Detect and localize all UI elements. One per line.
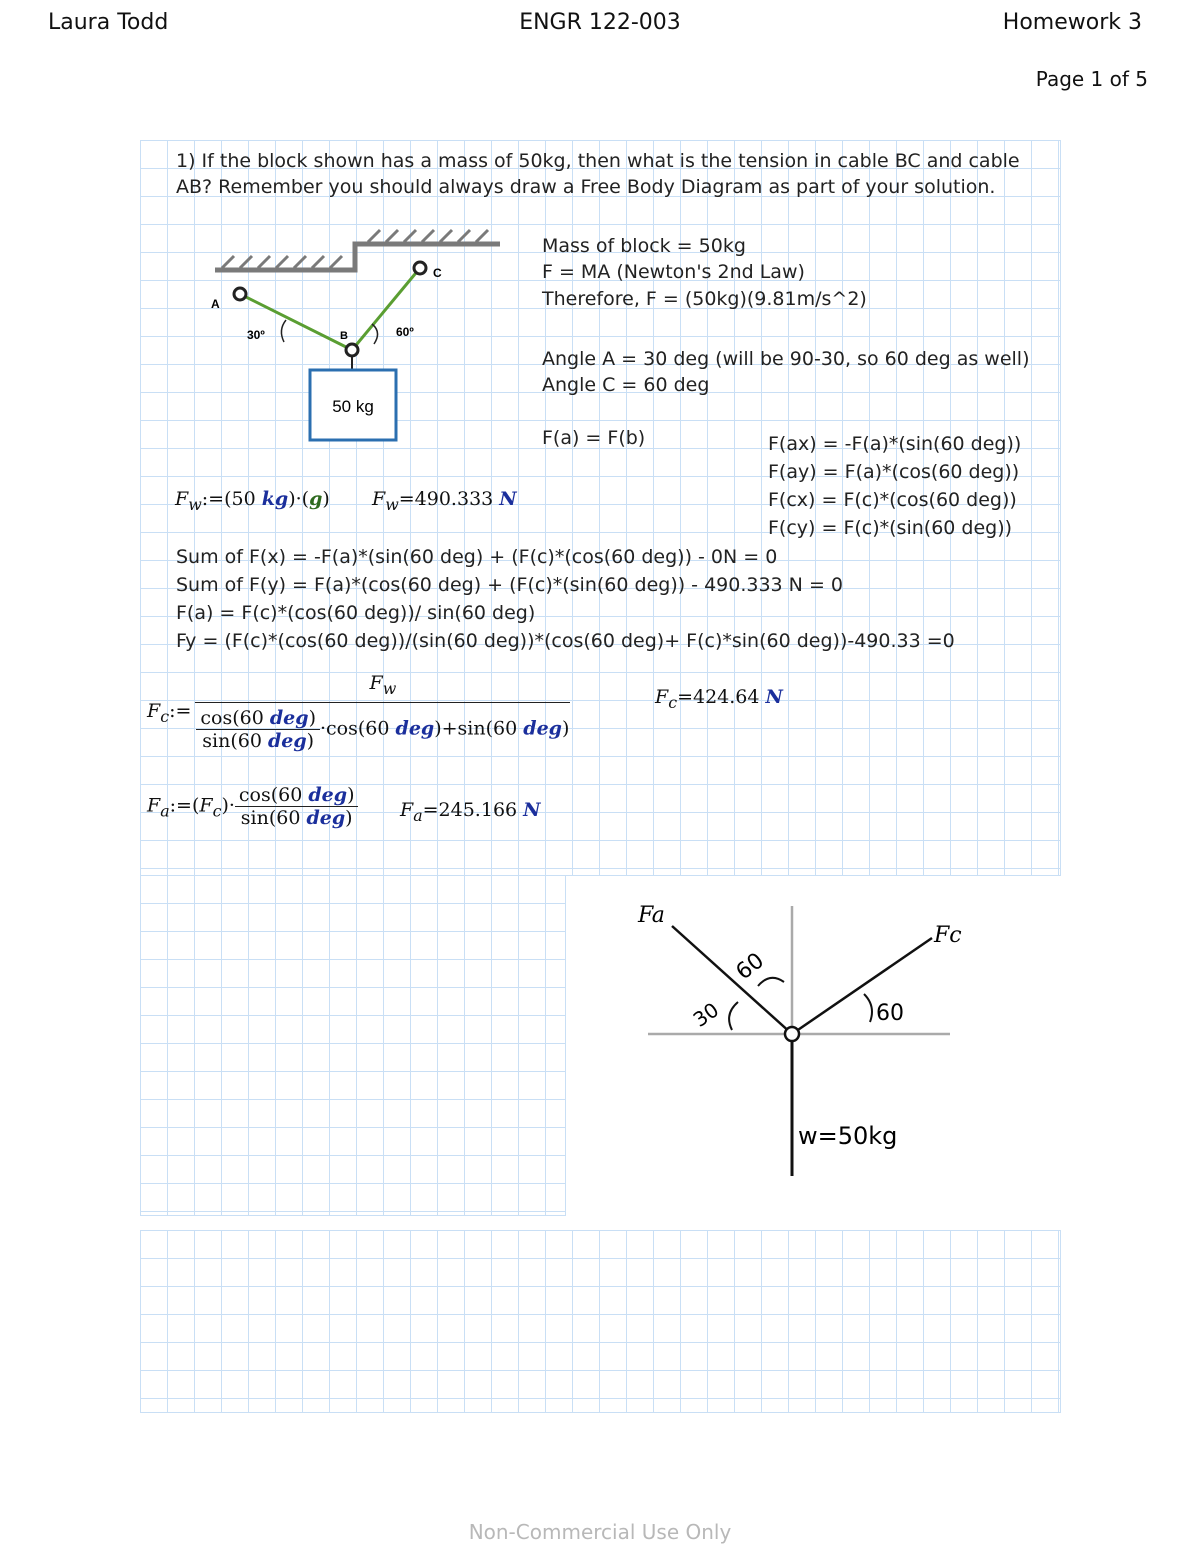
fbd-fc-vector xyxy=(792,938,932,1034)
note-mass: Mass of block = 50kg xyxy=(542,235,746,257)
component-fcy: F(cy) = F(c)*(sin(60 deg)) xyxy=(768,517,1013,539)
fbd-angle-60-right: 60 xyxy=(876,1001,904,1026)
note-newton: F = MA (Newton's 2nd Law) xyxy=(542,261,805,283)
note-angle-a: Angle A = 30 deg (will be 90-30, so 60 deg as well) xyxy=(542,348,1030,370)
fbd-fc-label: Fc xyxy=(934,923,962,948)
problem-line-1: 1) If the block shown has a mass of 50kg, then what is the tension in cable BC and cable xyxy=(176,150,1020,172)
assignment-title: Homework 3 xyxy=(1002,10,1142,35)
label-b: B xyxy=(340,330,348,342)
fc-cot-fraction: $\frac{\text{cos(60 deg)}}{\text{sin(60 deg)}}$ xyxy=(196,707,320,752)
page-number: Page 1 of 5 xyxy=(1035,67,1148,91)
label-a: A xyxy=(211,297,220,311)
block-label: 50 kg xyxy=(332,397,374,416)
label-c: C xyxy=(433,266,442,280)
watermark-footer: Non-Commercial Use Only xyxy=(468,1520,732,1544)
note-therefore: Therefore, F = (50kg)(9.81m/s^2) xyxy=(542,288,867,310)
problem-line-2: AB? Remember you should always draw a Free Body Diagram as part of your solution. xyxy=(176,176,996,198)
fbd-angle-60-top: 60 xyxy=(731,948,769,986)
fbd-weight-label: w=50kg xyxy=(798,1122,898,1150)
angle-a-label: 30º xyxy=(247,328,265,342)
fw-result: $F_w=490.333$ N xyxy=(372,488,517,514)
grid-paper-lower xyxy=(140,1230,1061,1413)
free-body-diagram xyxy=(620,890,1000,1190)
equation-fy: Fy = (F(c)*(cos(60 deg))/(sin(60 deg))*(cos(60 deg)+ F(c)*sin(60 deg))-490.33 =0 xyxy=(176,630,955,652)
equation-fa: F(a) = F(c)*(cos(60 deg))/ sin(60 deg) xyxy=(176,602,536,624)
ceiling-hatching xyxy=(215,230,500,270)
fbd-angle-30: 30 xyxy=(688,997,724,1032)
fbd-fa-vector xyxy=(672,926,792,1034)
note-angle-c: Angle C = 60 deg xyxy=(542,374,710,396)
pin-b xyxy=(346,344,358,356)
component-fax: F(ax) = -F(a)*(sin(60 deg)) xyxy=(768,433,1022,455)
equation-sum-fy: Sum of F(y) = F(a)*(cos(60 deg) + (F(c)*(sin(60 deg)) - 490.333 N = 0 xyxy=(176,574,843,596)
equation-sum-fx: Sum of F(x) = -F(a)*(sin(60 deg) + (F(c)*(cos(60 deg)) - 0N = 0 xyxy=(176,546,778,568)
pin-c xyxy=(414,262,426,274)
fbd-fa-label: Fa xyxy=(638,903,665,928)
note-fa-fb: F(a) = F(b) xyxy=(542,427,646,449)
pin-a xyxy=(234,288,246,300)
fc-result: $F_c=424.64$ N xyxy=(655,686,783,712)
fw-definition: $F_w:=(50$ kg)·(g) xyxy=(175,488,330,514)
fc-definition: $F_c:=$ $F_w$ $\frac{\text{cos(60 deg)}}{\text{sin(60 deg)}}$ ·cos(60 deg)+sin(60 deg) xyxy=(147,672,570,752)
grid-paper-left xyxy=(140,875,566,1216)
angle-c-label: 60º xyxy=(396,325,414,339)
author-name: Laura Todd xyxy=(48,10,169,35)
fa-definition: $F_a:=(F_c)\cdot$ $\frac{\text{cos(60 deg)}}{\text{sin(60 deg)}}$ xyxy=(147,784,358,829)
component-fay: F(ay) = F(a)*(cos(60 deg)) xyxy=(768,461,1020,483)
cable-block-figure xyxy=(200,222,510,447)
fbd-node xyxy=(785,1027,799,1041)
course-code: ENGR 122-003 xyxy=(519,10,681,35)
component-fcx: F(cx) = F(c)*(cos(60 deg)) xyxy=(768,489,1017,511)
fa-result: $F_a=245.166$ N xyxy=(400,799,541,825)
